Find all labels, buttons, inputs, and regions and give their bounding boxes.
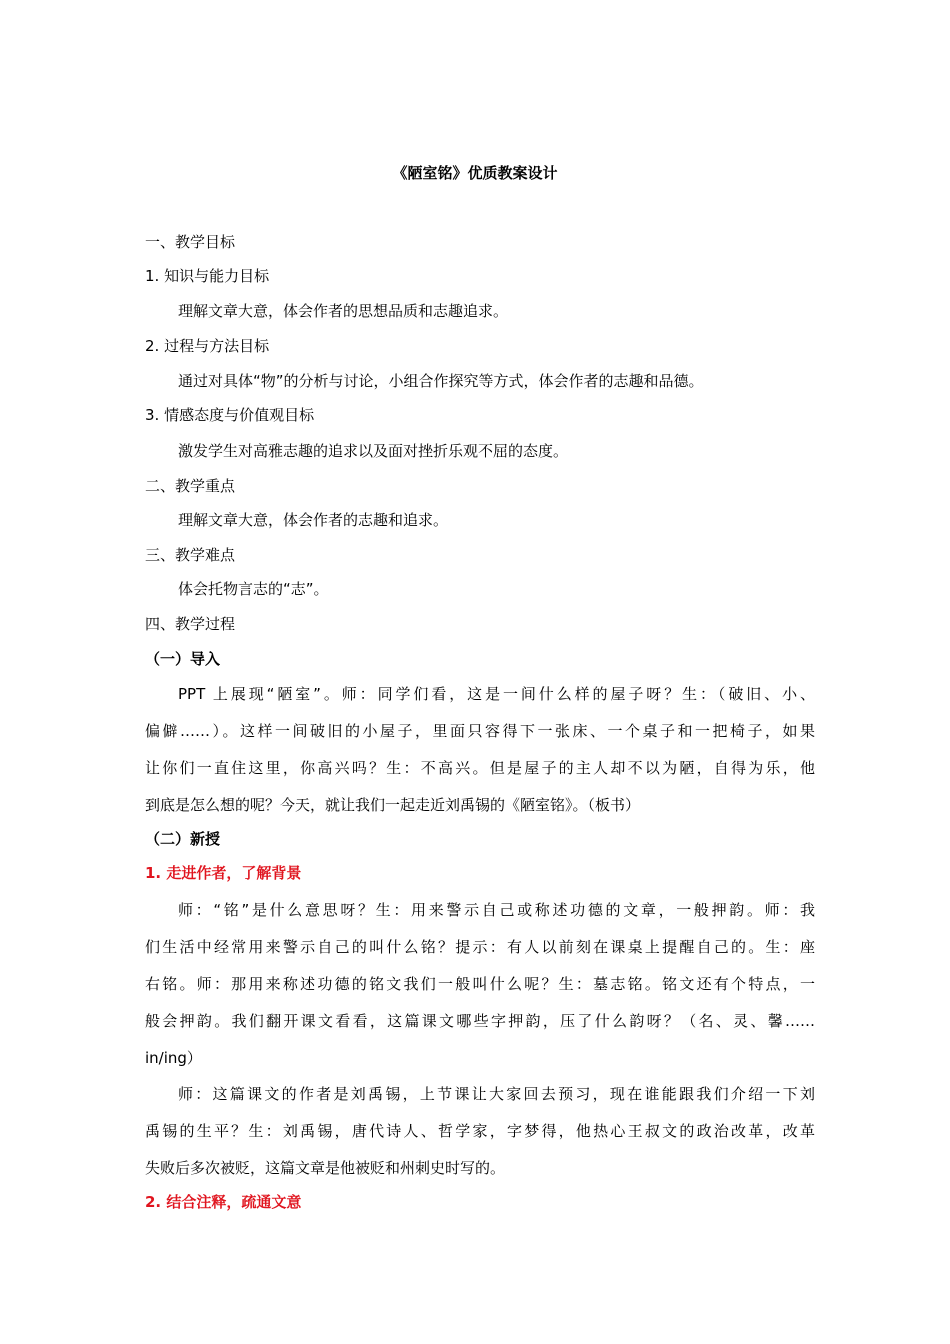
heading-teaching-process: 四、教学过程	[145, 615, 236, 633]
ming-line: in/ing）	[145, 1049, 202, 1067]
ming-paragraph	[145, 892, 815, 1077]
ming-line: 师：“铭”是什么意思呀？生：用来警示自己或称述功德的文章，一般押韵。师：我	[178, 901, 815, 919]
key-points-text: 理解文章大意，体会作者的志趣和追求。	[178, 511, 449, 529]
ming-line: 们生活中经常用来警示自己的叫什么铭？提示：有人以前刻在课桌上提醒自己的。生：座	[145, 938, 815, 956]
heading-teaching-goals: 一、教学目标	[145, 233, 236, 251]
goal-2-text: 通过对具体“物”的分析与讨论，小组合作探究等方式，体会作者的志趣和品德。	[178, 372, 704, 390]
author-line: 师：这篇课文的作者是刘禹锡，上节课让大家回去预习，现在谁能跟我们介绍一下刘	[178, 1085, 815, 1103]
section-new-lesson-heading: （二）新授	[145, 830, 221, 848]
intro-line: 偏僻……）。这样一间破旧的小屋子，里面只容得下一张床、一个桌子和一把椅子，如果	[145, 722, 815, 740]
goal-1-heading: 1. 知识与能力目标	[145, 267, 270, 285]
author-line: 失败后多次被贬，这篇文章是他被贬和州刺史时写的。	[145, 1159, 506, 1177]
ming-line: 右铭。师：那用来称述功德的铭文我们一般叫什么呢？生：墓志铭。铭文还有个特点，一	[145, 975, 815, 993]
goal-3-text: 激发学生对高雅志趣的追求以及面对挫折乐观不屈的态度。	[178, 442, 569, 460]
author-line: 禹锡的生平？生：刘禹锡，唐代诗人、哲学家，字梦得，他热心王叔文的政治改革，改革	[145, 1122, 815, 1140]
goal-1-text: 理解文章大意，体会作者的思想品质和志趣追求。	[178, 302, 509, 320]
step-1-heading: 1. 走进作者，了解背景	[145, 864, 302, 882]
ming-line: 般会押韵。我们翻开课文看看，这篇课文哪些字押韵，压了什么韵呀？（名、灵、馨……	[145, 1012, 815, 1030]
intro-paragraph	[145, 676, 815, 824]
heading-key-points: 二、教学重点	[145, 477, 236, 495]
difficulties-text: 体会托物言志的“志”。	[178, 580, 329, 598]
goal-2-heading: 2. 过程与方法目标	[145, 337, 270, 355]
intro-line: PPT 上展现“陋室”。师：同学们看，这是一间什么样的屋子呀？生：（破旧、小、	[178, 685, 815, 703]
document-title: 《陋室铭》优质教案设计	[392, 164, 558, 182]
intro-line: 让你们一直住这里，你高兴吗？生：不高兴。但是屋子的主人却不以为陋，自得为乐，他	[145, 759, 815, 777]
goal-3-heading: 3. 情感态度与价值观目标	[145, 406, 315, 424]
step-2-heading: 2. 结合注释，疏通文意	[145, 1193, 302, 1211]
section-intro-heading: （一）导入	[145, 650, 221, 668]
author-paragraph	[145, 1076, 815, 1187]
heading-difficulties: 三、教学难点	[145, 546, 236, 564]
intro-line: 到底是怎么想的呢？今天，就让我们一起走近刘禹锡的《陋室铭》。（板书）	[145, 796, 641, 814]
